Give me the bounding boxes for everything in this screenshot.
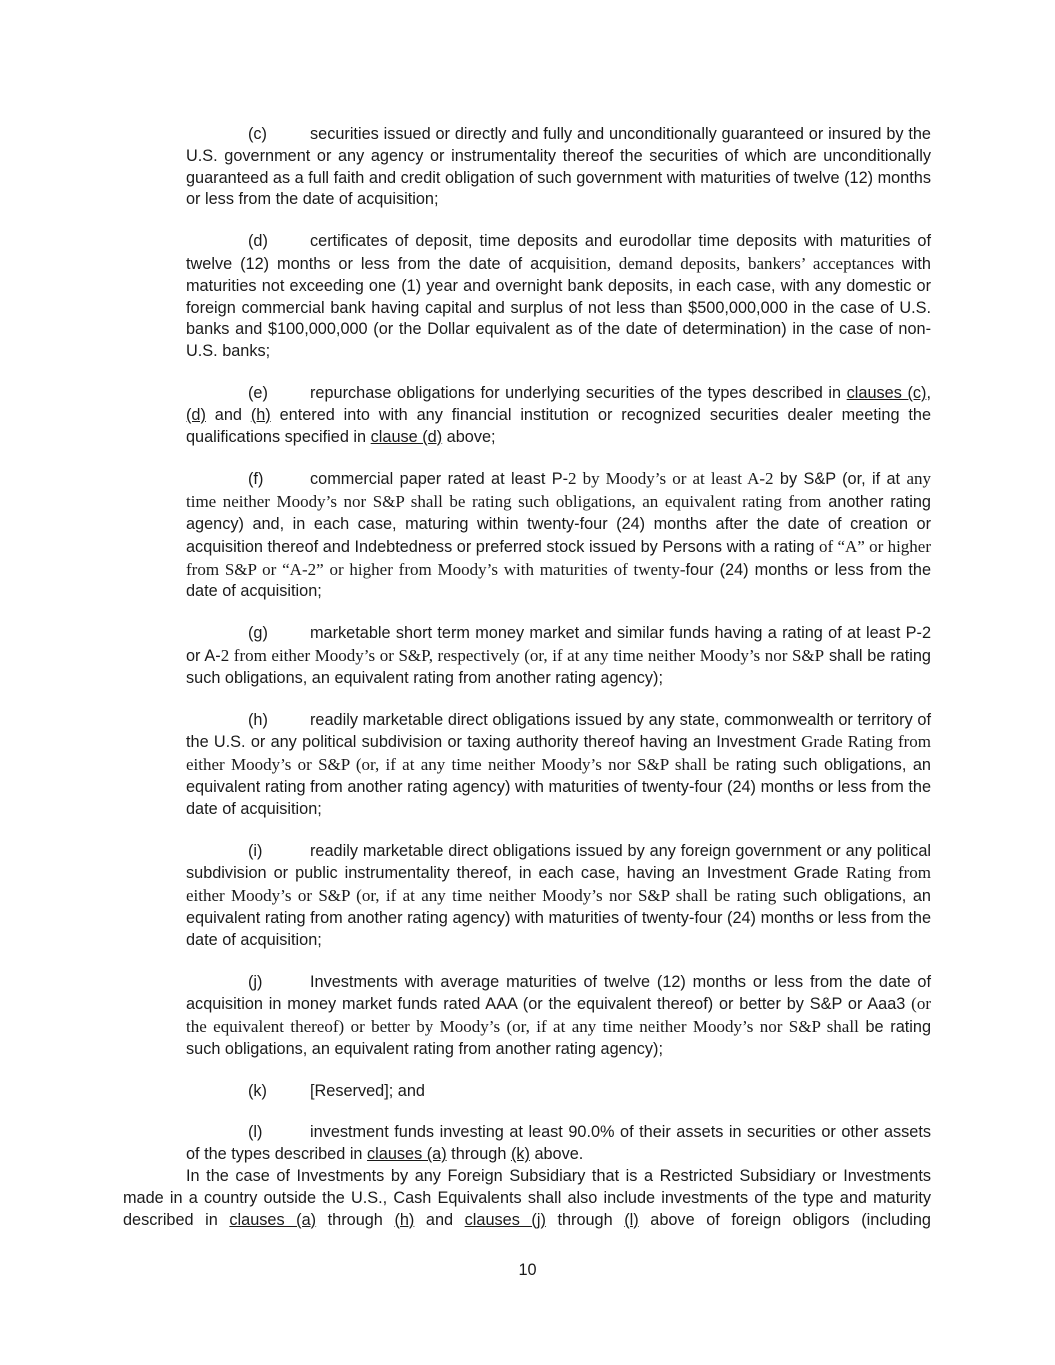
clause-reference: clauses (a) [229, 1210, 317, 1229]
clause-text: above. [529, 1145, 584, 1164]
clause-text-serif: sition, demand deposits, bankers’ acceptances [569, 253, 895, 273]
clause-d [186, 231, 931, 363]
clause-list [186, 124, 931, 1186]
clause-reference: (d) [186, 405, 206, 424]
clause-text: readily marketable direct obligations issued by any state, commonwealth or territory of the U.S. or any political subdivision or taxing authority thereof having an Investment [186, 710, 931, 752]
clause-text: marketable short term money market and similar funds having a rating of at least P-2 or A- [186, 624, 931, 665]
clause-text: such obligations, an equivalent rating from another rating agency) with maturities of twenty-four (24) months or less from the date of acquisition; [186, 887, 931, 949]
clause-text: investment funds investing at least 90.0% of their assets in securities or other assets of the types described in [186, 1123, 931, 1164]
paragraph-text: through [545, 1210, 625, 1229]
clause-text: commercial paper rated at least P- [310, 470, 569, 489]
clause-label: (i) [248, 841, 263, 860]
clause-text-serif: 2 by Moody’s or at least A-2 [568, 469, 774, 489]
clause-label: (e) [248, 383, 268, 402]
page-number: 10 [518, 1261, 537, 1279]
clause-j [186, 972, 931, 1061]
clause-reference: clauses (c) [846, 383, 927, 402]
clause-reference: (k) [510, 1145, 530, 1164]
paragraph-text: above of foreign obligors (including [638, 1210, 931, 1229]
clause-text: through [446, 1145, 511, 1164]
clause-text: above; [442, 427, 496, 446]
clause-text-serif: Grade Rating from either Moody’s or S&P (or, if at any time neither Moody’s nor S&P shall be [186, 732, 931, 775]
clause-text-serif: any time neither Moody’s nor S&P shall be rating such obligations, an equivalent rating from [186, 469, 931, 512]
clause-text: be rating such obligations, an equivalent rating from another rating agency); [186, 1018, 931, 1058]
clause-text-serif: 2 from either Moody’s or S&P, respectively (or, if at any time neither Moody’s nor S&P [220, 645, 825, 665]
clause-e [186, 383, 931, 448]
clause-k [186, 1081, 931, 1103]
clause-label: (j) [248, 972, 263, 991]
clause-text: [Reserved]; and [310, 1081, 425, 1100]
clause-label: (f) [248, 470, 264, 489]
clause-reference: (h) [250, 405, 271, 424]
paragraph-text: and [414, 1210, 465, 1229]
clause-text: shall be rating such obligations, an equivalent rating from another rating agency); [186, 646, 931, 687]
separator: and [205, 405, 251, 424]
cash-equivalents-paragraph [123, 1166, 931, 1231]
clause-label: (k) [248, 1081, 267, 1100]
clause-text-serif: Rating from either Moody’s or S&P (or, if at any time neither Moody’s nor S&P shall be rating [186, 863, 931, 906]
clause-l [186, 1122, 931, 1166]
clause-text: Investments with average maturities of twelve (12) months or less from the date of acquisition in money market funds rated AAA (or the equivalent thereof) or better by S&P or Aaa3 [186, 972, 931, 1014]
clause-text: readily marketable direct obligations issued by any foreign government or any political subdivision or public instrumentality thereof, in each case, having an Investment Grade [186, 841, 931, 883]
clause-text: entered into with any financial institution or recognized securities dealer meeting the qualifications specified in [186, 405, 931, 446]
clause-h [186, 710, 931, 821]
clause-label: (d) [248, 232, 268, 251]
clause-label: (l) [248, 1123, 263, 1142]
clause-text: another rating agency) and, in each case, maturing within twenty-four (24) months after the date of creation or acquisition thereof and Indebtedness or preferred stock issued by Persons with a rating [186, 493, 931, 556]
clause-reference: (l) [624, 1210, 639, 1229]
clause-g [186, 623, 931, 689]
clause-label: (h) [248, 710, 268, 729]
clause-text: certificates of deposit, time deposits and eurodollar time deposits with maturities of twelve (12) months or less from the date of acqui [186, 232, 931, 273]
separator: , [926, 383, 931, 402]
clause-text-serif: of “A” or higher from S&P or “A-2” or higher from Moody’s with maturities of twenty- [186, 536, 931, 579]
clause-text-serif: (or the equivalent thereof) or better by Moody’s (or, if at any time neither Moody’s nor S&P shall [186, 994, 931, 1037]
clause-label: (g) [248, 624, 268, 643]
clause-f [186, 468, 931, 603]
clause-text: four (24) months or less from the date of acquisition; [186, 560, 932, 601]
clause-i [186, 841, 931, 952]
clause-text: securities issued or directly and fully and unconditionally guaranteed or insured by the U.S. government or any agency or instrumentality thereof the securities of which are unconditionally guaranteed as a full faith and credit obligation of such government with maturities of twelve (12) months or less from the date of acquisition; [186, 125, 931, 209]
paragraph-text: In the case of Investments by any Foreign Subsidiary that is a Restricted Subsidiary or Investments made in a country outside the U.S., Cash Equivalents shall also include investments of the type and maturity described in [123, 1167, 931, 1229]
clause-label: (c) [248, 125, 267, 143]
clause-c [186, 124, 931, 211]
clause-reference: clauses (j) [464, 1210, 546, 1229]
clause-text: with maturities not exceeding one (1) year and overnight bank deposits, in each case, with any domestic or foreign commercial bank having capital and surplus of not less than $500,000,000 in the case of U.S. banks and $100,000,000 (or the Dollar equivalent as of the date of determination) in the case of non-U.S. banks; [186, 254, 931, 361]
clause-text: repurchase obligations for underlying securities of the types described in [310, 383, 847, 402]
clause-reference: clause (d) [370, 427, 443, 446]
clause-reference: (h) [394, 1210, 415, 1229]
clause-text: rating such obligations, an equivalent rating from another rating agency) with maturities of twenty-four (24) months or less from the date of acquisition; [186, 756, 931, 818]
clause-reference: clauses (a) [367, 1145, 447, 1164]
clause-text: by S&P (or, if at [773, 470, 907, 489]
paragraph-text: through [316, 1210, 395, 1229]
